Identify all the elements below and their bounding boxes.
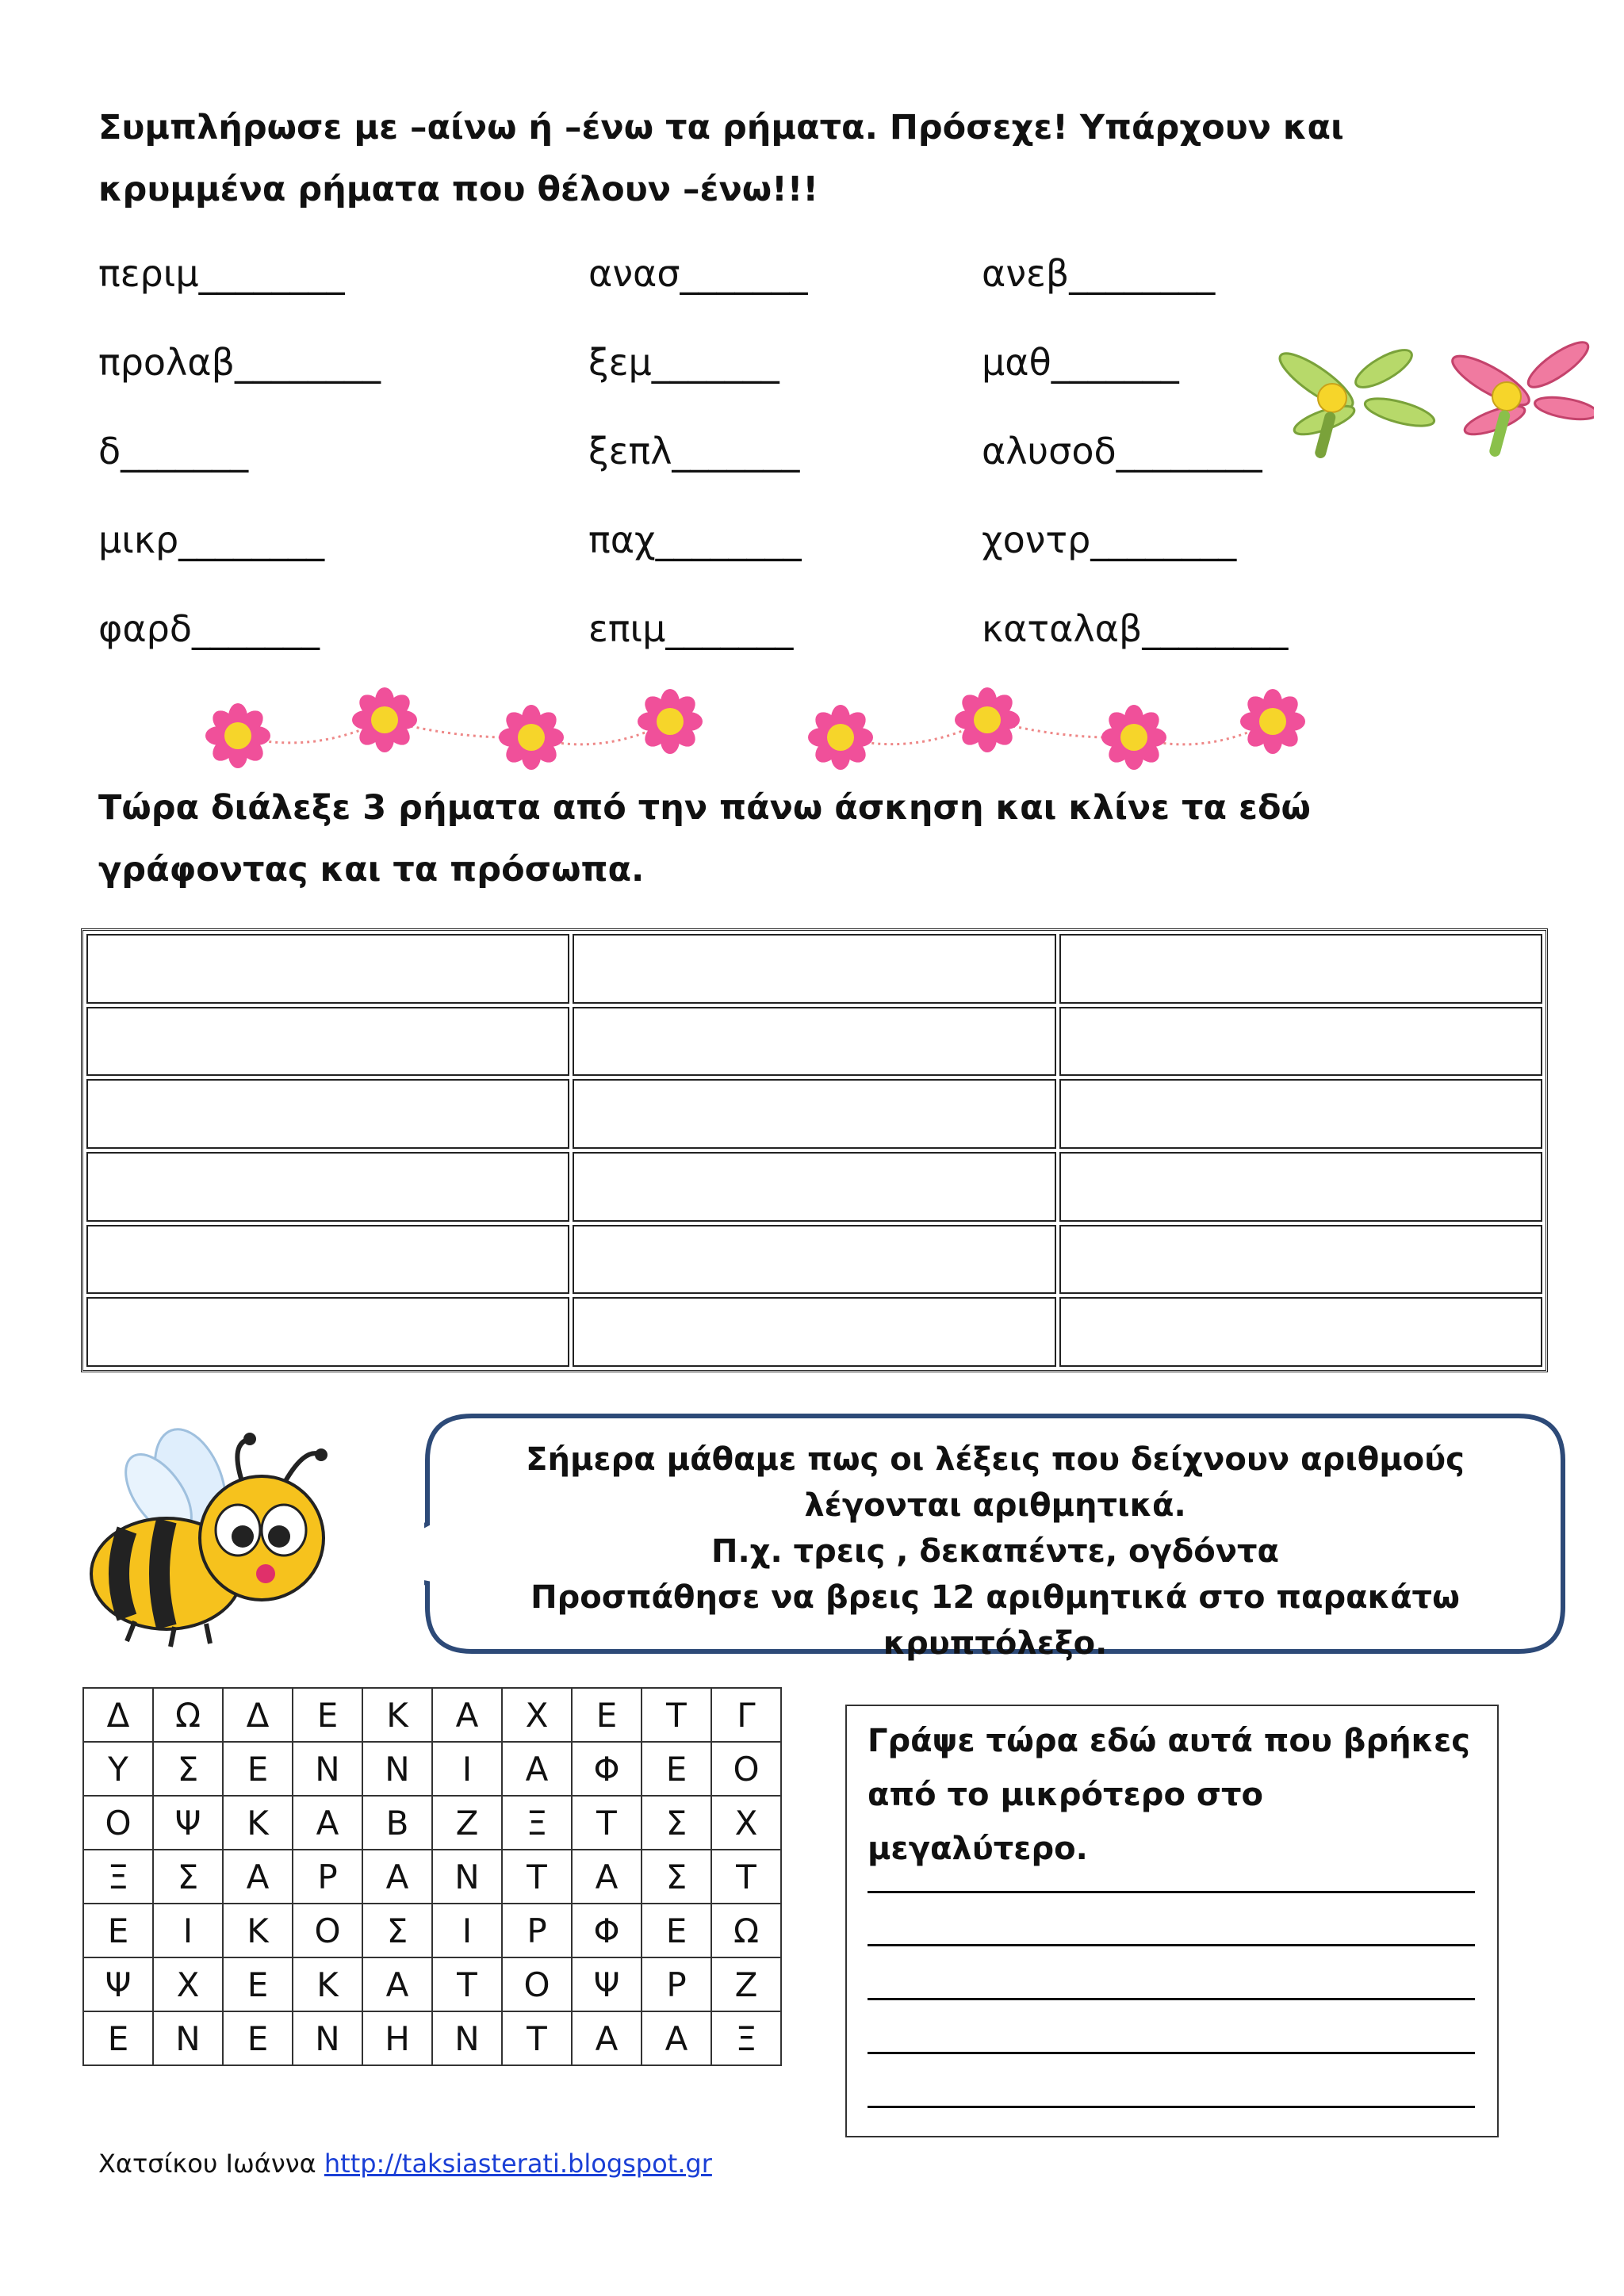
bubble-line-1: Σήμερα μάθαμε πως οι λέξεις που δείχνουν αριθμούς λέγονται αριθμητικά.	[526, 1441, 1465, 1524]
table-row	[86, 1152, 1542, 1222]
table-cell[interactable]	[86, 1225, 569, 1295]
table-row	[86, 1007, 1542, 1077]
word-search-cell[interactable]: Φ	[572, 1742, 642, 1796]
word-search-cell[interactable]: Β	[362, 1796, 432, 1850]
word-search-cell[interactable]: Ε	[223, 2011, 293, 2065]
fill-in-item[interactable]: ξεμ_______	[588, 341, 779, 384]
word-search-cell[interactable]: Ε	[223, 1742, 293, 1796]
blog-link[interactable]: http://taksiasterati.blogspot.gr	[324, 2149, 712, 2179]
conjugation-table	[81, 928, 1548, 1372]
fill-in-item[interactable]: μικρ________	[98, 519, 325, 561]
word-search-cell[interactable]: Ο	[293, 1904, 362, 1957]
word-search-cell[interactable]: Α	[572, 1850, 642, 1904]
fill-in-item[interactable]: περιμ________	[98, 252, 345, 295]
word-search-cell[interactable]: Ρ	[642, 1957, 711, 2011]
word-search-cell[interactable]: Η	[362, 2011, 432, 2065]
fill-in-item[interactable]: δ_______	[98, 430, 249, 473]
word-search-cell[interactable]: Τ	[711, 1850, 781, 1904]
table-cell[interactable]	[86, 934, 569, 1004]
author-name: Χατσίκου Ιωάννα	[98, 2149, 316, 2179]
fill-in-item[interactable]: επιμ_______	[588, 607, 794, 650]
word-search-cell[interactable]: Ι	[153, 1904, 223, 1957]
word-search-cell[interactable]: Α	[223, 1850, 293, 1904]
table-cell[interactable]	[86, 1297, 569, 1367]
answer-line[interactable]	[868, 1891, 1475, 1893]
flower-icon	[955, 687, 1020, 752]
table-cell[interactable]	[86, 1007, 569, 1077]
word-search-cell[interactable]: Ε	[572, 1688, 642, 1742]
word-search-row	[83, 2011, 781, 2065]
fill-in-item[interactable]: ανασ_______	[588, 252, 808, 295]
flower-icon	[808, 705, 873, 770]
word-search-cell[interactable]: Ν	[432, 2011, 502, 2065]
word-search-cell[interactable]: Κ	[223, 1904, 293, 1957]
word-search-cell[interactable]: Γ	[711, 1688, 781, 1742]
word-search-cell[interactable]: Ο	[711, 1742, 781, 1796]
table-cell[interactable]	[573, 1297, 1055, 1367]
word-search-cell[interactable]: Σ	[362, 1904, 432, 1957]
word-search-cell[interactable]: Α	[642, 2011, 711, 2065]
word-search-cell[interactable]: Δ	[223, 1688, 293, 1742]
flower-icon	[1101, 705, 1166, 770]
footer	[98, 2149, 712, 2179]
bee-icon	[79, 1419, 341, 1657]
word-search-row	[83, 1742, 781, 1796]
table-cell[interactable]	[573, 1007, 1055, 1077]
fill-in-item[interactable]: χοντρ________	[982, 519, 1237, 561]
fill-in-item[interactable]: προλαβ________	[98, 341, 381, 384]
answer-prompt: Γράψε τώρα εδώ αυτά που βρήκες από το μικρότερο στο μεγαλύτερο.	[868, 1723, 1470, 1867]
bubble-line-2: Π.χ. τρεις , δεκαπέντε, ογδόντα	[710, 1533, 1279, 1570]
word-search-cell[interactable]: Τ	[642, 1688, 711, 1742]
word-search-cell[interactable]: Ζ	[432, 1796, 502, 1850]
word-search-cell[interactable]: Ω	[711, 1904, 781, 1957]
table-cell[interactable]	[86, 1152, 569, 1222]
table-row	[86, 934, 1542, 1004]
table-cell[interactable]	[1059, 934, 1542, 1004]
table-cell[interactable]	[1059, 1152, 1542, 1222]
bubble-text	[444, 1437, 1546, 1667]
flower-icon	[1240, 689, 1305, 754]
word-search-cell[interactable]: Τ	[502, 2011, 572, 2065]
word-search-cell[interactable]: Ν	[293, 1742, 362, 1796]
word-search-row	[83, 1850, 781, 1904]
word-search-cell[interactable]: Ι	[432, 1742, 502, 1796]
word-search-cell[interactable]: Α	[362, 1850, 432, 1904]
flower-icon	[638, 689, 703, 754]
word-search-cell[interactable]: Ο	[502, 1957, 572, 2011]
word-search-cell[interactable]: Δ	[83, 1688, 153, 1742]
word-search-cell[interactable]: Ε	[83, 1904, 153, 1957]
green-dragonfly-icon	[1274, 343, 1437, 460]
table-row	[86, 1297, 1542, 1367]
exercise1-instructions: Συμπλήρωσε με –αίνω ή –ένω τα ρήματα. Πρόσεχε! Υπάρχουν και κρυμμένα ρήματα που θέλουν –ένω!!!	[98, 108, 1344, 209]
word-search-cell[interactable]: Κ	[223, 1796, 293, 1850]
word-search-cell[interactable]: Ε	[642, 1904, 711, 1957]
table-cell[interactable]	[573, 934, 1055, 1004]
word-search-cell[interactable]: Ω	[153, 1688, 223, 1742]
table-cell[interactable]	[573, 1225, 1055, 1295]
pink-dragonfly-icon	[1446, 335, 1594, 458]
table-cell[interactable]	[1059, 1225, 1542, 1295]
table-cell[interactable]	[86, 1079, 569, 1149]
word-search-cell[interactable]: Ρ	[293, 1850, 362, 1904]
table-cell[interactable]	[573, 1152, 1055, 1222]
word-search-cell[interactable]: Σ	[642, 1796, 711, 1850]
word-search-cell[interactable]: Α	[502, 1742, 572, 1796]
answer-line[interactable]	[868, 2052, 1475, 2054]
table-row	[86, 1225, 1542, 1295]
bubble-line-3: Προσπάθησε να βρεις 12 αριθμητικά στο παρακάτω κρυπτόλεξο.	[530, 1579, 1460, 1662]
word-search-cell[interactable]: Ζ	[711, 1957, 781, 2011]
word-search-cell[interactable]: Α	[362, 1957, 432, 2011]
word-search-cell[interactable]: Ν	[362, 1742, 432, 1796]
table-cell[interactable]	[1059, 1007, 1542, 1077]
word-search-cell[interactable]: Ψ	[153, 1796, 223, 1850]
fill-in-item[interactable]: παχ________	[588, 519, 802, 561]
word-search-cell[interactable]: Κ	[293, 1957, 362, 2011]
word-search-cell[interactable]: Χ	[711, 1796, 781, 1850]
table-cell[interactable]	[1059, 1079, 1542, 1149]
word-search-cell[interactable]: Α	[572, 2011, 642, 2065]
answer-line[interactable]	[868, 1944, 1475, 1946]
flower-icon	[205, 703, 270, 768]
table-cell[interactable]	[573, 1079, 1055, 1149]
word-search-grid	[82, 1687, 782, 2066]
table-cell[interactable]	[1059, 1297, 1542, 1367]
word-search-cell[interactable]: Χ	[502, 1688, 572, 1742]
word-search-cell[interactable]: Α	[293, 1796, 362, 1850]
word-search-cell[interactable]: Ν	[432, 1850, 502, 1904]
fill-in-item[interactable]: καταλαβ________	[982, 607, 1289, 650]
vine	[841, 720, 1273, 744]
word-search-cell[interactable]: Ο	[83, 1796, 153, 1850]
fill-in-item[interactable]: μαθ_______	[982, 341, 1179, 384]
word-search-cell[interactable]: Τ	[502, 1850, 572, 1904]
word-search-cell[interactable]: Σ	[153, 1742, 223, 1796]
word-search-cell[interactable]: Φ	[572, 1904, 642, 1957]
word-search-cell[interactable]: Ε	[83, 2011, 153, 2065]
word-search-cell[interactable]: Α	[432, 1688, 502, 1742]
word-search-cell[interactable]: Τ	[572, 1796, 642, 1850]
word-search-cell[interactable]: Ξ	[83, 1850, 153, 1904]
flower-icon	[499, 705, 564, 770]
flower-border-decoration	[182, 680, 1340, 791]
word-search-cell[interactable]: Σ	[642, 1850, 711, 1904]
word-search-cell[interactable]: Ε	[293, 1688, 362, 1742]
word-search-cell[interactable]: Σ	[153, 1850, 223, 1904]
word-search-cell[interactable]: Ν	[153, 2011, 223, 2065]
word-search-cell[interactable]: Χ	[153, 1957, 223, 2011]
dragonflies-illustration	[1253, 333, 1594, 484]
fill-in-item[interactable]: ξεπλ_______	[588, 430, 800, 473]
word-search-row	[83, 1957, 781, 2011]
word-search-row	[83, 1904, 781, 1957]
word-search-cell[interactable]: Ψ	[83, 1957, 153, 2011]
answer-line[interactable]	[868, 2106, 1475, 2108]
fill-in-item[interactable]: φαρδ_______	[98, 607, 320, 650]
fill-in-item[interactable]: αλυσοδ________	[982, 430, 1262, 473]
answer-line[interactable]	[868, 1998, 1475, 2000]
vine	[238, 720, 670, 744]
word-search-cell[interactable]: Υ	[83, 1742, 153, 1796]
word-search-cell[interactable]: Ξ	[502, 1796, 572, 1850]
word-search-cell[interactable]: Ε	[223, 1957, 293, 2011]
word-search-cell[interactable]: Ψ	[572, 1957, 642, 2011]
word-search-cell[interactable]: Ν	[293, 2011, 362, 2065]
word-search-cell[interactable]: Ε	[642, 1742, 711, 1796]
word-search-row	[83, 1796, 781, 1850]
word-search-cell[interactable]: Κ	[362, 1688, 432, 1742]
word-search-cell[interactable]: Ι	[432, 1904, 502, 1957]
fill-in-item[interactable]: ανεβ________	[982, 252, 1216, 295]
word-search-cell[interactable]: Ρ	[502, 1904, 572, 1957]
word-search-row	[83, 1688, 781, 1742]
word-search-cell[interactable]: Τ	[432, 1957, 502, 2011]
table-row	[86, 1079, 1542, 1149]
flower-icon	[352, 687, 417, 752]
exercise2-instructions: Τώρα διάλεξε 3 ρήματα από την πάνω άσκηση και κλίνε τα εδώ γράφοντας και τα πρόσωπα.	[98, 788, 1311, 890]
word-search-cell[interactable]: Ξ	[711, 2011, 781, 2065]
